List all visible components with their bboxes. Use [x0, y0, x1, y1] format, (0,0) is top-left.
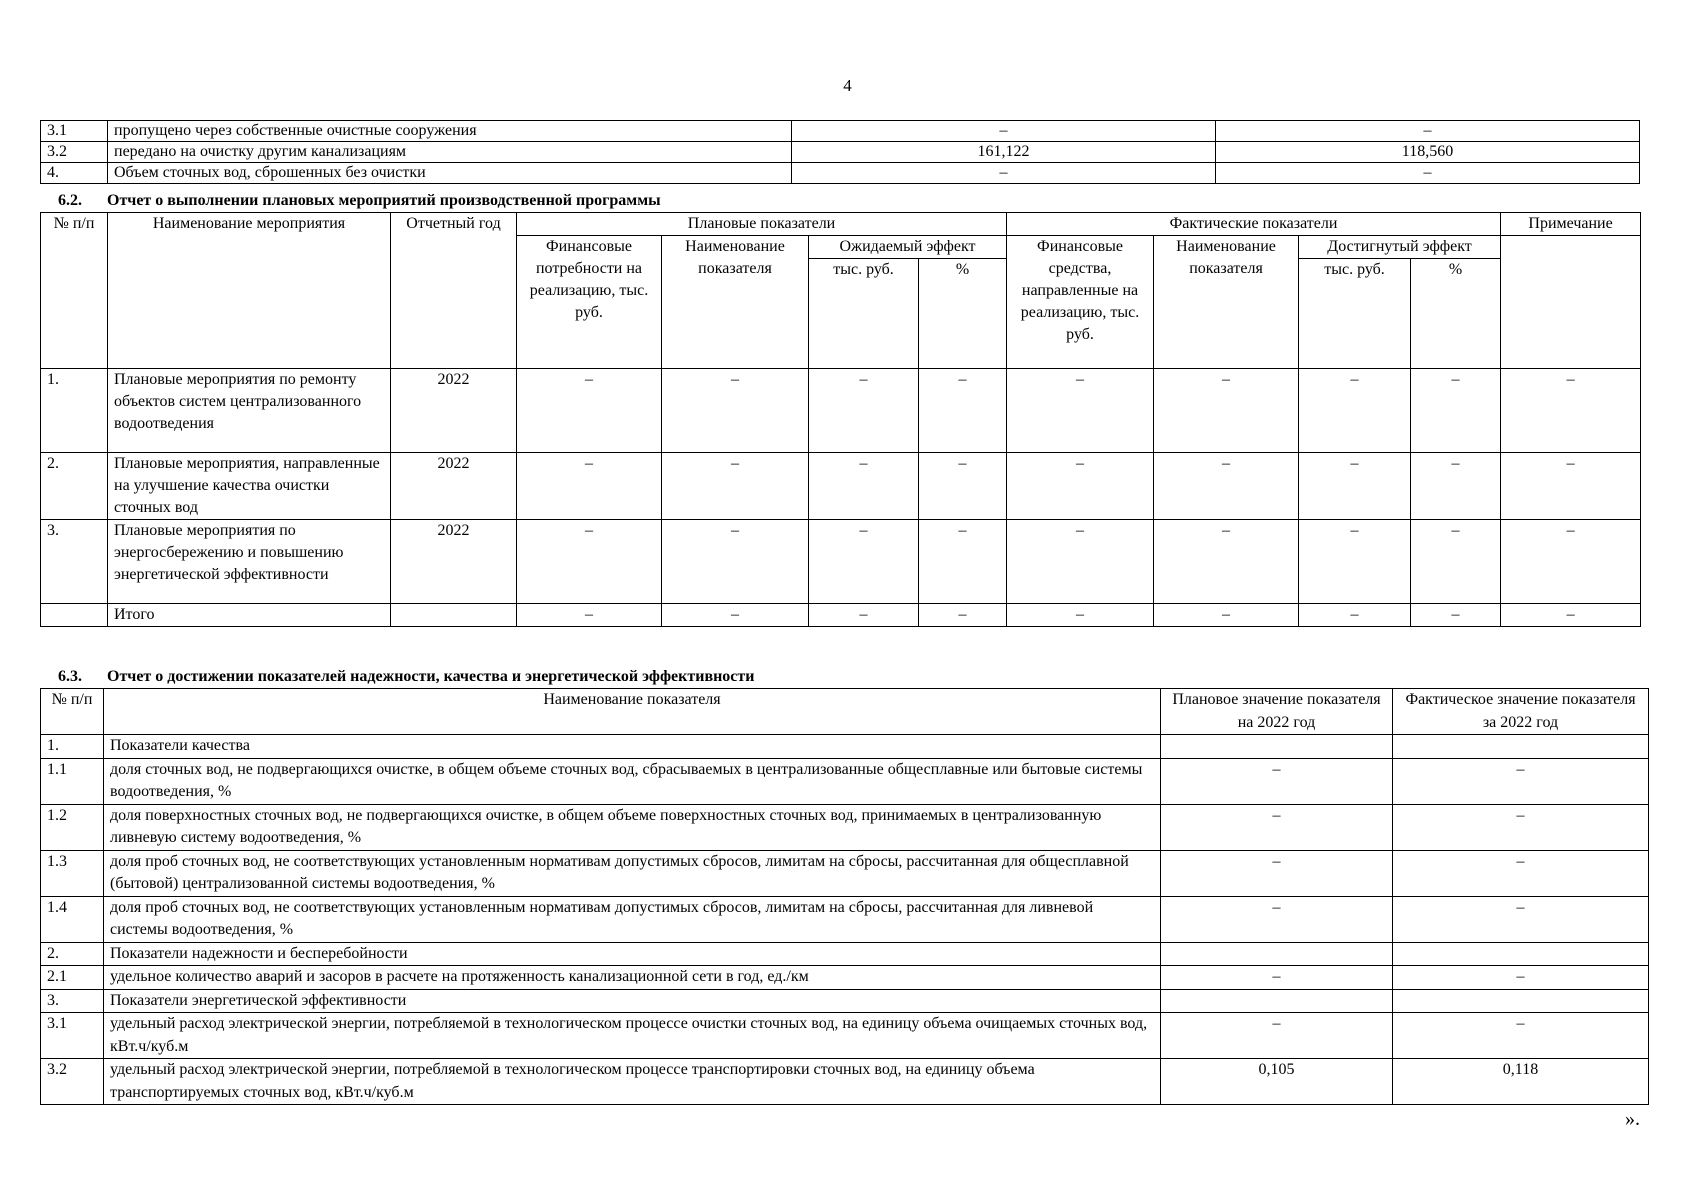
actual-value: –: [1393, 896, 1649, 942]
indicator-name: Показатели качества: [104, 735, 1161, 759]
row-number: 3.1: [41, 121, 108, 142]
row-number: 2.: [41, 453, 108, 520]
planned-value: –: [1161, 804, 1393, 850]
row-number: 1.: [41, 735, 104, 759]
row-name: пропущено через собственные очистные сооружения: [108, 121, 792, 142]
event-value: –: [809, 369, 919, 453]
section-6-3-heading: [40, 668, 754, 686]
total-value: –: [1299, 604, 1411, 627]
row-number: 3.2: [41, 142, 108, 163]
section-number: 6.3.: [58, 668, 82, 685]
event-value: –: [1154, 369, 1299, 453]
table-row: [41, 758, 1649, 804]
event-value: –: [1411, 453, 1501, 520]
table-row: [41, 896, 1649, 942]
event-value: –: [517, 520, 662, 604]
row-number: 1.4: [41, 896, 104, 942]
event-value: –: [1501, 369, 1641, 453]
row-value: –: [792, 121, 1216, 142]
event-value: –: [1154, 520, 1299, 604]
planned-value: –: [1161, 850, 1393, 896]
event-value: –: [919, 520, 1007, 604]
row-name: передано на очистку другим канализациям: [108, 142, 792, 163]
indicator-name: доля сточных вод, не подвергающихся очистке, в общем объеме сточных вод, сбрасываемых в централизованные общесплавные или бытовые системы водоотведения, %: [104, 758, 1161, 804]
event-value: –: [517, 369, 662, 453]
event-value: –: [1299, 369, 1411, 453]
event-value: –: [1411, 369, 1501, 453]
header-fact-indicator: Наименование показателя: [1154, 236, 1299, 369]
event-value: –: [809, 520, 919, 604]
actual-value: –: [1393, 850, 1649, 896]
event-name: Плановые мероприятия, направленные на улучшение качества очистки сточных вод: [108, 453, 391, 520]
row-value: –: [1216, 163, 1640, 184]
section-title: Отчет о достижении показателей надежности, качества и энергетической эффективности: [107, 668, 755, 685]
event-value: –: [517, 453, 662, 520]
event-value: –: [1501, 520, 1641, 604]
event-year: 2022: [391, 453, 517, 520]
table-row: [41, 1059, 1649, 1105]
row-number: 3.1: [41, 1013, 104, 1059]
section-title: Отчет о выполнении плановых мероприятий производственной программы: [107, 192, 661, 209]
event-value: –: [1154, 453, 1299, 520]
planned-events-table: [40, 212, 1641, 627]
planned-value: –: [1161, 896, 1393, 942]
table-row: [41, 1013, 1649, 1059]
table-row: [41, 520, 1641, 604]
indicator-name: удельное количество аварий и засоров в расчете на протяженность канализационной сети в год, ед./км: [104, 966, 1161, 990]
row-value: –: [1216, 121, 1640, 142]
row-number: 3.: [41, 989, 104, 1013]
event-value: –: [809, 453, 919, 520]
row-number: 1.: [41, 369, 108, 453]
header-indicator-name: Наименование показателя: [104, 689, 1161, 735]
indicator-name: Показатели надежности и бесперебойности: [104, 942, 1161, 966]
section-number: 6.2.: [58, 192, 82, 209]
event-value: –: [1501, 453, 1641, 520]
actual-value: –: [1393, 804, 1649, 850]
event-value: –: [1299, 520, 1411, 604]
row-number: 1.3: [41, 850, 104, 896]
actual-value: –: [1393, 1013, 1649, 1059]
row-number: 3.2: [41, 1059, 104, 1105]
header-note: Примечание: [1501, 213, 1641, 236]
row-value: 118,560: [1216, 142, 1640, 163]
group-row: [41, 942, 1649, 966]
event-value: –: [662, 453, 809, 520]
header-plan-indicator: Наименование показателя: [662, 236, 809, 369]
page-number: 4: [843, 76, 852, 95]
header-note-blank: [1501, 236, 1641, 369]
header-achieved-effect: Достигнутый эффект: [1299, 236, 1501, 259]
event-value: –: [662, 520, 809, 604]
indicator-name: удельный расход электрической энергии, потребляемой в технологическом процессе транспортировки сточных вод, на единицу объема транспортируемых сточных вод, кВт.ч/куб.м: [104, 1059, 1161, 1105]
table-row: [41, 804, 1649, 850]
planned-value: [1161, 989, 1393, 1013]
total-num: [41, 604, 108, 627]
event-year: 2022: [391, 369, 517, 453]
event-value: –: [662, 369, 809, 453]
row-name: Объем сточных вод, сброшенных без очистки: [108, 163, 792, 184]
header-achieved-thousand-rub: тыс. руб.: [1299, 259, 1411, 369]
total-value: –: [919, 604, 1007, 627]
actual-value: 0,118: [1393, 1059, 1649, 1105]
indicators-table: [40, 688, 1649, 1105]
event-name: Плановые мероприятия по энергосбережению и повышению энергетической эффективности: [108, 520, 391, 604]
row-number: 1.1: [41, 758, 104, 804]
total-value: –: [1411, 604, 1501, 627]
header-num: № п/п: [41, 213, 108, 369]
group-row: [41, 735, 1649, 759]
header-expected-thousand-rub: тыс. руб.: [809, 259, 919, 369]
actual-value: –: [1393, 966, 1649, 990]
row-number: 4.: [41, 163, 108, 184]
planned-value: [1161, 735, 1393, 759]
actual-value: [1393, 735, 1649, 759]
total-value: –: [809, 604, 919, 627]
table-row: [41, 966, 1649, 990]
total-year: [391, 604, 517, 627]
total-value: –: [517, 604, 662, 627]
header-planned-value: Плановое значение показателя на 2022 год: [1161, 689, 1393, 735]
indicator-name: доля поверхностных сточных вод, не подвергающихся очистке, в общем объеме поверхностных сточных вод, принимаемых в централизованную ливневую систему водоотведения, %: [104, 804, 1161, 850]
header-actual-value: Фактическое значение показателя за 2022 год: [1393, 689, 1649, 735]
planned-value: –: [1161, 1013, 1393, 1059]
event-value: –: [1411, 520, 1501, 604]
planned-value: [1161, 942, 1393, 966]
table-row: [41, 163, 1640, 184]
indicator-name: Показатели энергетической эффективности: [104, 989, 1161, 1013]
planned-value: 0,105: [1161, 1059, 1393, 1105]
closing-quote-mark: ».: [1625, 1108, 1640, 1130]
actual-value: –: [1393, 758, 1649, 804]
total-row: [41, 604, 1641, 627]
table-row: [41, 850, 1649, 896]
header-planned: Плановые показатели: [517, 213, 1007, 236]
total-value: –: [662, 604, 809, 627]
total-value: –: [1007, 604, 1154, 627]
indicator-name: доля проб сточных вод, не соответствующих установленным нормативам допустимых сбросов, лимитам на сбросы, рассчитанная для общесплавной (бытовой) централизованной системы водоотведения, %: [104, 850, 1161, 896]
row-number: 2.1: [41, 966, 104, 990]
header-num: № п/п: [41, 689, 104, 735]
header-event-name: Наименование мероприятия: [108, 213, 391, 369]
event-value: –: [1007, 520, 1154, 604]
row-value: 161,122: [792, 142, 1216, 163]
row-number: 1.2: [41, 804, 104, 850]
header-plan-finance: Финансовые потребности на реализацию, тыс. руб.: [517, 236, 662, 369]
header-actual: Фактические показатели: [1007, 213, 1501, 236]
event-value: –: [1299, 453, 1411, 520]
header-expected-effect: Ожидаемый эффект: [809, 236, 1007, 259]
section-6-2-heading: [40, 192, 661, 210]
header-expected-percent: %: [919, 259, 1007, 369]
event-value: –: [919, 369, 1007, 453]
header-achieved-percent: %: [1411, 259, 1501, 369]
table-row: [41, 453, 1641, 520]
event-name: Плановые мероприятия по ремонту объектов систем централизованного водоотведения: [108, 369, 391, 453]
planned-value: –: [1161, 758, 1393, 804]
event-value: –: [1007, 453, 1154, 520]
group-row: [41, 989, 1649, 1013]
row-number: 3.: [41, 520, 108, 604]
event-value: –: [1007, 369, 1154, 453]
table-row: [41, 142, 1640, 163]
planned-value: –: [1161, 966, 1393, 990]
actual-value: [1393, 942, 1649, 966]
actual-value: [1393, 989, 1649, 1013]
table-row: [41, 121, 1640, 142]
total-value: –: [1154, 604, 1299, 627]
header-fact-finance: Финансовые средства, направленные на реализацию, тыс. руб.: [1007, 236, 1154, 369]
header-year: Отчетный год: [391, 213, 517, 369]
wastewater-volume-table: [40, 120, 1640, 184]
table-row: [41, 369, 1641, 453]
event-year: 2022: [391, 520, 517, 604]
indicator-name: доля проб сточных вод, не соответствующих установленным нормативам допустимых сбросов, лимитам на сбросы, рассчитанная для ливневой системы водоотведения, %: [104, 896, 1161, 942]
total-value: –: [1501, 604, 1641, 627]
indicator-name: удельный расход электрической энергии, потребляемой в технологическом процессе очистки сточных вод, на единицу объема очищаемых сточных вод, кВт.ч/куб.м: [104, 1013, 1161, 1059]
row-value: –: [792, 163, 1216, 184]
row-number: 2.: [41, 942, 104, 966]
event-value: –: [919, 453, 1007, 520]
total-label: Итого: [108, 604, 391, 627]
